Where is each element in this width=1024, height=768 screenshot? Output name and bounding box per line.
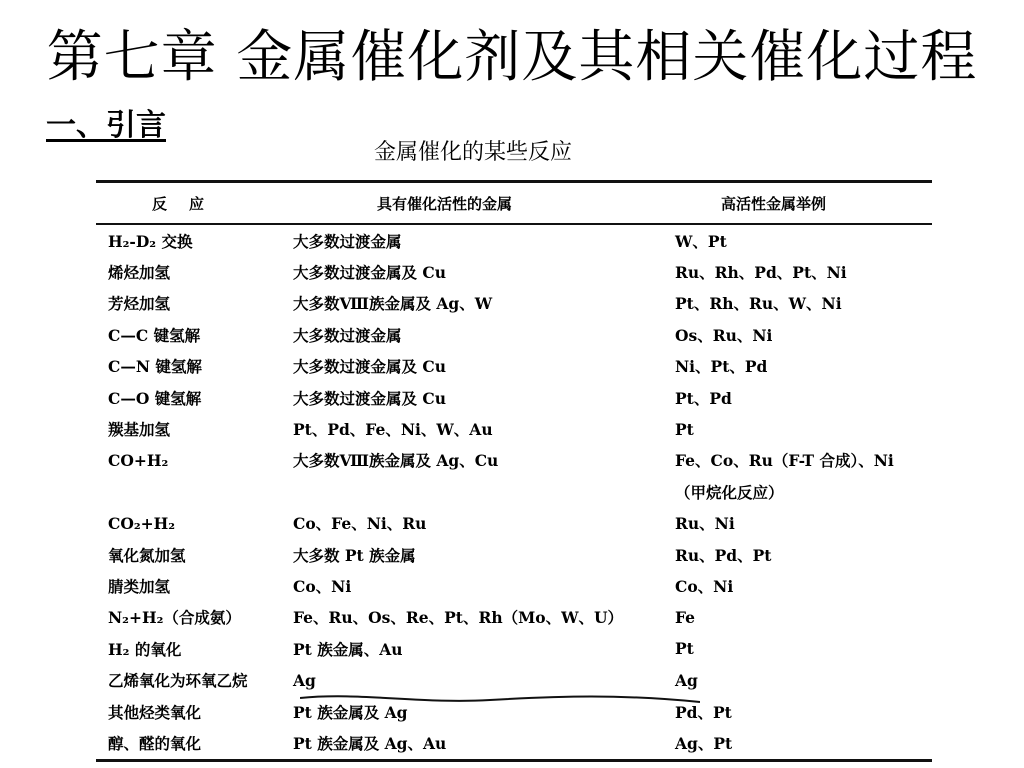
reaction-cell: CO₂+H₂ <box>108 513 176 533</box>
reaction-cell: 羰基加氢 <box>108 420 171 440</box>
reaction-cell: H₂ 的氧化 <box>108 639 182 659</box>
example-metals-cell: （甲烷化反应） <box>675 482 784 502</box>
example-metals-cell: Os、Ru、Ni <box>675 325 773 345</box>
reaction-cell: C—C 键氢解 <box>108 325 201 345</box>
example-metals-cell: Pt、Pd <box>675 388 732 408</box>
table-row <box>96 225 932 256</box>
active-metals-cell: Fe、Ru、Os、Re、Pt、Rh（Mo、W、U） <box>293 608 624 628</box>
active-metals-cell: 大多数过渡金属及 Cu <box>293 263 447 283</box>
table-row <box>96 602 932 633</box>
example-metals-cell: Pt <box>675 639 694 659</box>
example-metals-cell: Ag、Pt <box>675 733 733 753</box>
active-metals-cell: 大多数过渡金属及 Cu <box>293 357 447 377</box>
example-metals-cell: Ru、Pd、Pt <box>675 545 772 565</box>
example-metals-cell: Fe、Co、Ru（F-T 合成）、Ni <box>675 451 894 471</box>
reaction-cell: 腈类加氢 <box>108 576 171 596</box>
active-metals-cell: 大多数过渡金属及 Cu <box>293 388 447 408</box>
reaction-cell: C—O 键氢解 <box>108 388 202 408</box>
reaction-cell: 芳烃加氢 <box>108 294 171 314</box>
active-metals-cell: 大多数Ⅷ族金属及 Ag、W <box>293 294 493 314</box>
active-metals-cell: Pt 族金属及 Ag、Au <box>293 733 447 753</box>
example-metals-cell: W、Pt <box>675 231 727 251</box>
reaction-cell: H₂-D₂ 交换 <box>108 231 193 251</box>
reaction-cell: 烯烃加氢 <box>108 263 171 283</box>
reaction-cell: C—N 键氢解 <box>108 357 202 377</box>
table-body <box>96 225 932 759</box>
active-metals-cell: 大多数过渡金属 <box>293 231 402 251</box>
table-bottom-rule <box>96 759 932 762</box>
table-row <box>96 382 932 413</box>
section-heading: 一、引言 <box>46 108 166 143</box>
example-metals-cell: Ni、Pt、Pd <box>675 357 768 377</box>
reaction-cell: 乙烯氧化为环氧乙烷 <box>108 671 248 691</box>
table-caption: 金属催化的某些反应 <box>374 140 573 165</box>
example-metals-cell: Fe <box>675 607 696 627</box>
active-metals-cell: 大多数 Pt 族金属 <box>293 545 416 565</box>
reaction-cell: 醇、醛的氧化 <box>108 733 202 753</box>
reaction-cell: CO+H₂ <box>108 450 169 470</box>
table-row <box>96 539 932 570</box>
slide-title: 第七章 金属催化剂及其相关催化过程 <box>46 25 978 90</box>
table-header-row <box>96 183 932 223</box>
example-metals-cell: Pt、Rh、Ru、W、Ni <box>675 294 842 314</box>
table-row <box>96 413 932 444</box>
reaction-cell: 氧化氮加氢 <box>108 545 186 565</box>
table-row <box>96 288 932 319</box>
active-metals-cell: 大多数Ⅷ族金属及 Ag、Cu <box>293 451 499 471</box>
table-row <box>96 696 932 727</box>
example-metals-cell: Ru、Ni <box>675 514 735 534</box>
reaction-cell: N₂+H₂（合成氨） <box>108 608 241 628</box>
table-row <box>96 570 932 601</box>
active-metals-cell: Co、Fe、Ni、Ru <box>293 514 427 534</box>
active-metals-cell: Pt 族金属、Au <box>293 639 403 659</box>
table-row <box>96 633 932 664</box>
reaction-table <box>96 180 932 762</box>
example-metals-cell: Ru、Rh、Pd、Pt、Ni <box>675 263 847 283</box>
table-row <box>96 664 932 695</box>
example-metals-cell: Pt <box>675 419 694 439</box>
table-row <box>96 256 932 287</box>
active-metals-cell: Pt 族金属及 Ag <box>293 702 408 722</box>
table-row <box>96 727 932 758</box>
table-row <box>96 445 932 476</box>
active-metals-cell: Ag <box>293 670 316 690</box>
table-row <box>96 508 932 539</box>
header-active-metals: 具有催化活性的金属 <box>377 194 513 213</box>
example-metals-cell: Ag <box>675 670 698 690</box>
example-metals-cell: Pd、Pt <box>675 702 732 722</box>
table-row <box>96 476 932 507</box>
header-reaction: 反应 <box>152 194 227 213</box>
table-row <box>96 351 932 382</box>
active-metals-cell: Pt、Pd、Fe、Ni、W、Au <box>293 420 493 440</box>
active-metals-cell: Co、Ni <box>293 576 352 596</box>
header-high-activity-examples: 高活性金属举例 <box>721 194 827 213</box>
active-metals-cell: 大多数过渡金属 <box>293 325 402 345</box>
table-row <box>96 319 932 350</box>
example-metals-cell: Co、Ni <box>675 576 734 596</box>
reaction-cell: 其他烃类氧化 <box>108 702 202 722</box>
